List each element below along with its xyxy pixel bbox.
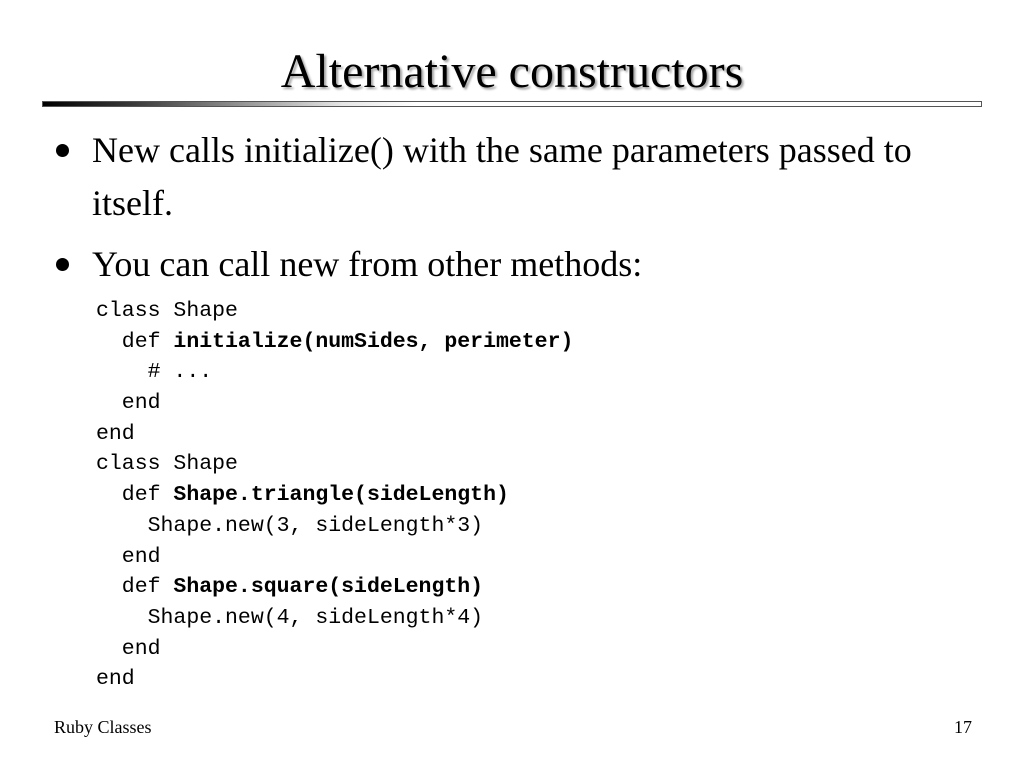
code-line xyxy=(96,542,573,573)
code-text: end xyxy=(96,391,161,416)
code-text: end xyxy=(96,667,135,692)
slide-title: Alternative constructors xyxy=(280,45,744,98)
code-line xyxy=(96,449,573,480)
code-text: def xyxy=(96,575,174,600)
bullet-dot-icon xyxy=(56,258,69,271)
code-line xyxy=(96,480,573,511)
code-line xyxy=(96,357,573,388)
code-text: class Shape xyxy=(96,452,238,477)
code-line xyxy=(96,388,573,419)
code-line xyxy=(96,603,573,634)
code-line xyxy=(96,634,573,665)
code-signature: Shape.triangle(sideLength) xyxy=(173,483,509,508)
code-text: end xyxy=(96,636,161,661)
footer-title: Ruby Classes xyxy=(54,717,152,737)
code-block xyxy=(96,296,573,695)
code-text: def xyxy=(96,483,174,508)
code-text: end xyxy=(96,544,161,569)
code-line xyxy=(96,664,573,695)
code-line xyxy=(96,419,573,450)
bullet-text: New calls initialize() with the same parameters passed to itself. xyxy=(92,130,912,223)
code-text: class Shape xyxy=(96,299,238,323)
title-divider xyxy=(42,101,982,107)
code-signature: initialize(numSides, perimeter) xyxy=(173,329,574,354)
slide-number: 17 xyxy=(954,717,972,737)
code-text: end xyxy=(96,421,135,446)
code-text: # ... xyxy=(96,360,213,385)
bullet-text: You can call new from other methods: xyxy=(92,244,643,284)
bullet-item xyxy=(0,238,962,291)
code-line xyxy=(96,572,573,603)
bullet-dot-icon xyxy=(56,144,69,157)
code-signature: Shape.square(sideLength) xyxy=(173,575,484,600)
bullet-list xyxy=(0,124,1024,291)
code-line xyxy=(96,511,573,542)
code-line xyxy=(96,327,573,358)
code-line xyxy=(96,296,573,327)
code-text: Shape.new(4, sideLength*4) xyxy=(96,605,484,630)
bullet-item xyxy=(0,124,962,230)
code-text: def xyxy=(96,329,174,354)
code-text: Shape.new(3, sideLength*3) xyxy=(96,513,484,538)
